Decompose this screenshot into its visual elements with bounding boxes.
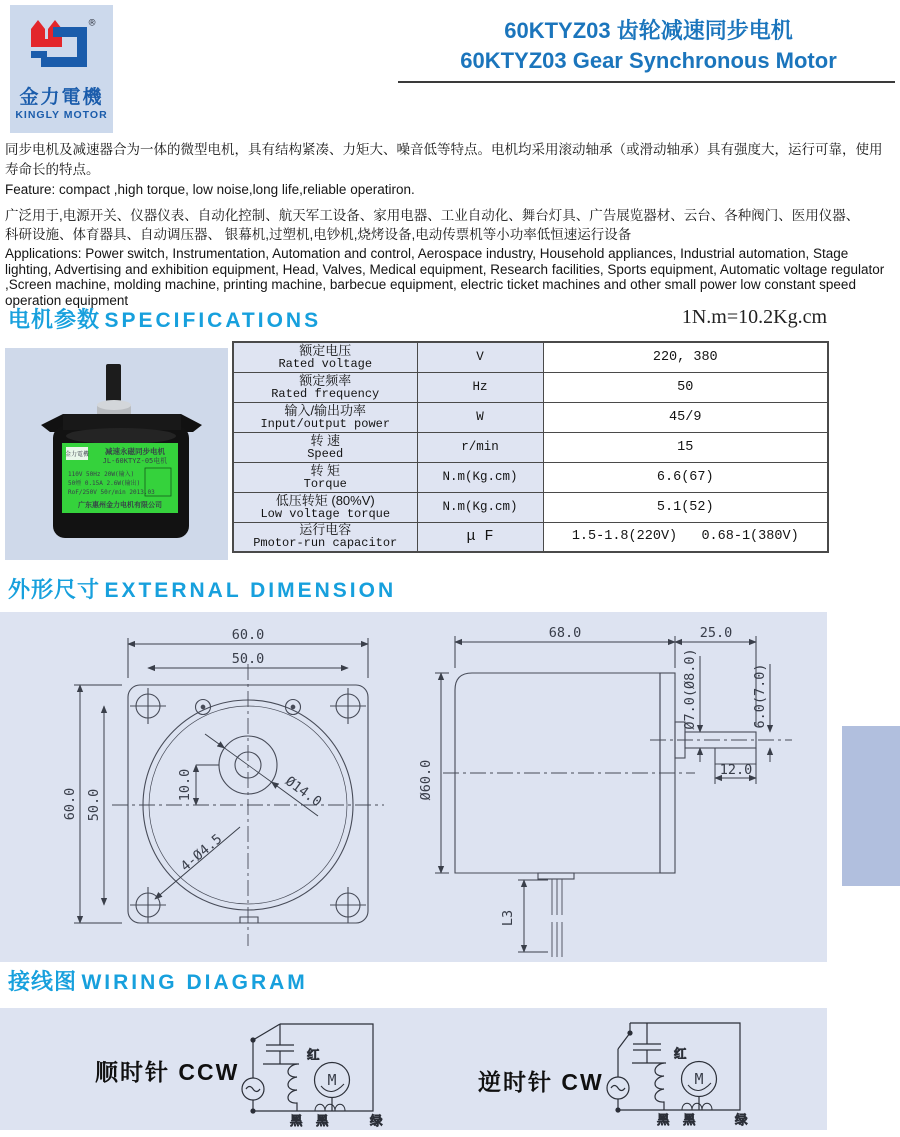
wiring-heading-en: WIRING DIAGRAM [81, 971, 308, 994]
specifications-heading-en: SPECIFICATIONS [104, 309, 322, 332]
param-cn: 额定电压 [299, 342, 352, 358]
side-view [443, 673, 792, 957]
wiring-heading [8, 965, 308, 996]
specifications-table [232, 341, 829, 553]
dim-body-len: 68.0 [548, 625, 582, 641]
dim-hole-span-v: 50.0 [86, 788, 102, 822]
dimension-drawing-svg [0, 612, 827, 962]
table-row [233, 462, 828, 492]
ccw-label: 顺时针 CCW [95, 1059, 240, 1085]
unit-cell: W [417, 402, 543, 432]
nameplate-line2: 50煙 0.15A 2.6W(输出) [68, 480, 141, 487]
value-cell: 5.1(52) [543, 492, 828, 522]
cw-wire-black1-label: 黑 [657, 1112, 670, 1127]
nameplate-company: 广东惠州金力电机有限公司 [78, 501, 162, 509]
feature-en: Feature: compact ,high torque, low noise,long life,reliable operatiron. [5, 182, 415, 197]
ccw-wire-black1-label: 黑 [290, 1113, 303, 1128]
table-row [233, 432, 828, 462]
dim-lead-len: L3 [500, 909, 516, 927]
param-en: Speed [307, 446, 344, 461]
param-en: Torque [303, 476, 347, 491]
nameplate-line1: 110V 50Hz 20W(输入) [68, 471, 135, 478]
param-cn: 低压转矩 (80%V) [275, 492, 375, 508]
wiring-panel [0, 1008, 827, 1130]
cw-circuit [607, 1023, 748, 1127]
front-view-dimensions [74, 638, 368, 923]
cw-wire-black2-label: 黑 [683, 1112, 696, 1127]
ccw-wire-black2-label: 黑 [316, 1113, 329, 1128]
cw-motor-symbol: M [694, 1070, 704, 1088]
param-en: Low voltage torque [260, 506, 391, 521]
param-cn: 输入/输出功率 [284, 402, 367, 418]
table-row [233, 522, 828, 552]
table-row [233, 402, 828, 432]
feature-paragraph [5, 140, 897, 200]
param-en: Rated voltage [278, 356, 373, 371]
dimension-heading-cn: 外形尺寸 [8, 577, 101, 602]
side-view-dimensions [435, 636, 770, 952]
value-cell: 50 [543, 372, 828, 402]
feature-cn-line2: 寿命长的特点。 [5, 162, 100, 177]
nameplate-title: 减速永磁同步电机 [105, 447, 165, 456]
dim-shaft-flat: 6.0(7.0) [752, 663, 768, 729]
unit-cell: μ F [417, 522, 543, 552]
dim-height: 60.0 [62, 787, 78, 821]
param-cn: 额定频率 [299, 372, 352, 388]
nameplate-brand: 金力電機 [64, 451, 90, 458]
feature-cn-line1: 同步电机及减速器合为一体的微型电机，具有结构紧凑、力矩大、噪音低等特点。电机均采用滚动轴承（或滑动轴承）具有强度大，运行可靠，使用 [5, 142, 883, 157]
param-cn: 转 矩 [310, 462, 341, 478]
applications-en: Applications: Power switch, Instrumentation, Automation and control, Aerospace industry, Household appliances, Industrial automation, Stage lighting, Advertising and exhibition equipment, Head, Valves, Medical equipment, Research facilities, Sports equipment, Automatic voltage regulator ,Screen machine, molding machine, printing machine, barbecue equipment, electric ticket machines and other small power low constant speed operation equipment [5, 246, 885, 308]
specifications-heading-cn: 电机参数 [8, 307, 101, 332]
front-view-labels [62, 627, 324, 875]
motor-photo [5, 348, 228, 560]
param-cn: 转 速 [310, 432, 341, 448]
page-title [400, 16, 897, 76]
logo-box [10, 5, 113, 133]
torque-conversion-note: 1N.m=10.2Kg.cm [681, 306, 827, 328]
dim-body-dia: Ø60.0 [418, 759, 434, 801]
specifications-heading [8, 303, 321, 334]
unit-cell: Hz [417, 372, 543, 402]
applications-paragraph [5, 206, 898, 308]
title-underline [398, 81, 895, 83]
unit-cell: N.m(Kg.cm) [417, 492, 543, 522]
dim-boss-dia: Ø14.0 [282, 773, 325, 811]
table-row [233, 492, 828, 522]
value-cell: 220, 380 [543, 342, 828, 372]
value-cell: 15 [543, 432, 828, 462]
nameplate-line3: RoF/250V 50r/min 2013.03 [68, 489, 155, 496]
unit-cell: r/min [417, 432, 543, 462]
ccw-circuit [242, 1024, 383, 1128]
dimension-drawing [0, 612, 827, 962]
dim-shaft-dia: Ø7.0(Ø8.0) [682, 648, 698, 730]
table-row [233, 342, 828, 372]
dimension-heading-en: EXTERNAL DIMENSION [104, 579, 397, 602]
value-cell: 45/9 [543, 402, 828, 432]
ccw-wire-green-label: 绿 [370, 1113, 383, 1128]
front-view [112, 664, 384, 946]
ccw-wire-red-label: 红 [307, 1047, 320, 1062]
dim-shaft-len: 25.0 [699, 625, 733, 641]
dim-mount-holes: 4-Ø4.5 [177, 831, 226, 875]
table-row [233, 372, 828, 402]
dim-key-len: 12.0 [719, 762, 753, 778]
registered-mark: ® [88, 16, 95, 29]
value-cell: 6.6(67) [543, 462, 828, 492]
value-cell: 1.5-1.8(220V) 0.68-1(380V) [543, 522, 828, 552]
unit-cell: N.m(Kg.cm) [417, 462, 543, 492]
cw-label: 逆时针 CW [478, 1069, 604, 1095]
brand-name-cn: 金力電機 [19, 87, 104, 108]
motor-photo-illustration [5, 348, 228, 560]
dim-width: 60.0 [231, 627, 265, 643]
nameplate-model: JL-60KTYZ-05电机 [102, 457, 168, 465]
param-cn: 运行电容 [299, 522, 352, 538]
applications-cn-line1: 广泛用于,电源开关、仪器仪表、自动化控制、航天军工设备、家用电器、工业自动化、舞台灯具、广告展览器材、云台、各种阀门、医用仪器、 [5, 208, 860, 223]
unit-cell: V [417, 342, 543, 372]
dim-shaft-offset: 10.0 [177, 768, 193, 802]
cw-wire-green-label: 绿 [735, 1112, 748, 1127]
applications-cn-line2: 科研设施、体育器具、自动调压器、 银幕机,过塑机,电钞机,烧烤设备,电动传票机等小功率低恒速运行设备 [5, 227, 632, 242]
dimension-heading [8, 573, 396, 604]
ccw-motor-symbol: M [327, 1071, 337, 1089]
param-en: Rated frequency [271, 386, 380, 401]
param-en: Input/output power [260, 416, 391, 431]
page-side-tab [842, 726, 900, 886]
param-en: Pmotor-run capacitor [253, 536, 398, 551]
page-title-en: 60KTYZ03 Gear Synchronous Motor [460, 48, 837, 73]
kingly-motor-logo-icon [23, 13, 101, 75]
cw-wire-red-label: 红 [674, 1046, 687, 1061]
wiring-heading-cn: 接线图 [8, 969, 78, 994]
dim-hole-span-h: 50.0 [231, 651, 265, 667]
brand-name-en: KINGLY MOTOR [15, 109, 108, 121]
page-title-cn: 60KTYZ03 齿轮减速同步电机 [504, 18, 793, 43]
